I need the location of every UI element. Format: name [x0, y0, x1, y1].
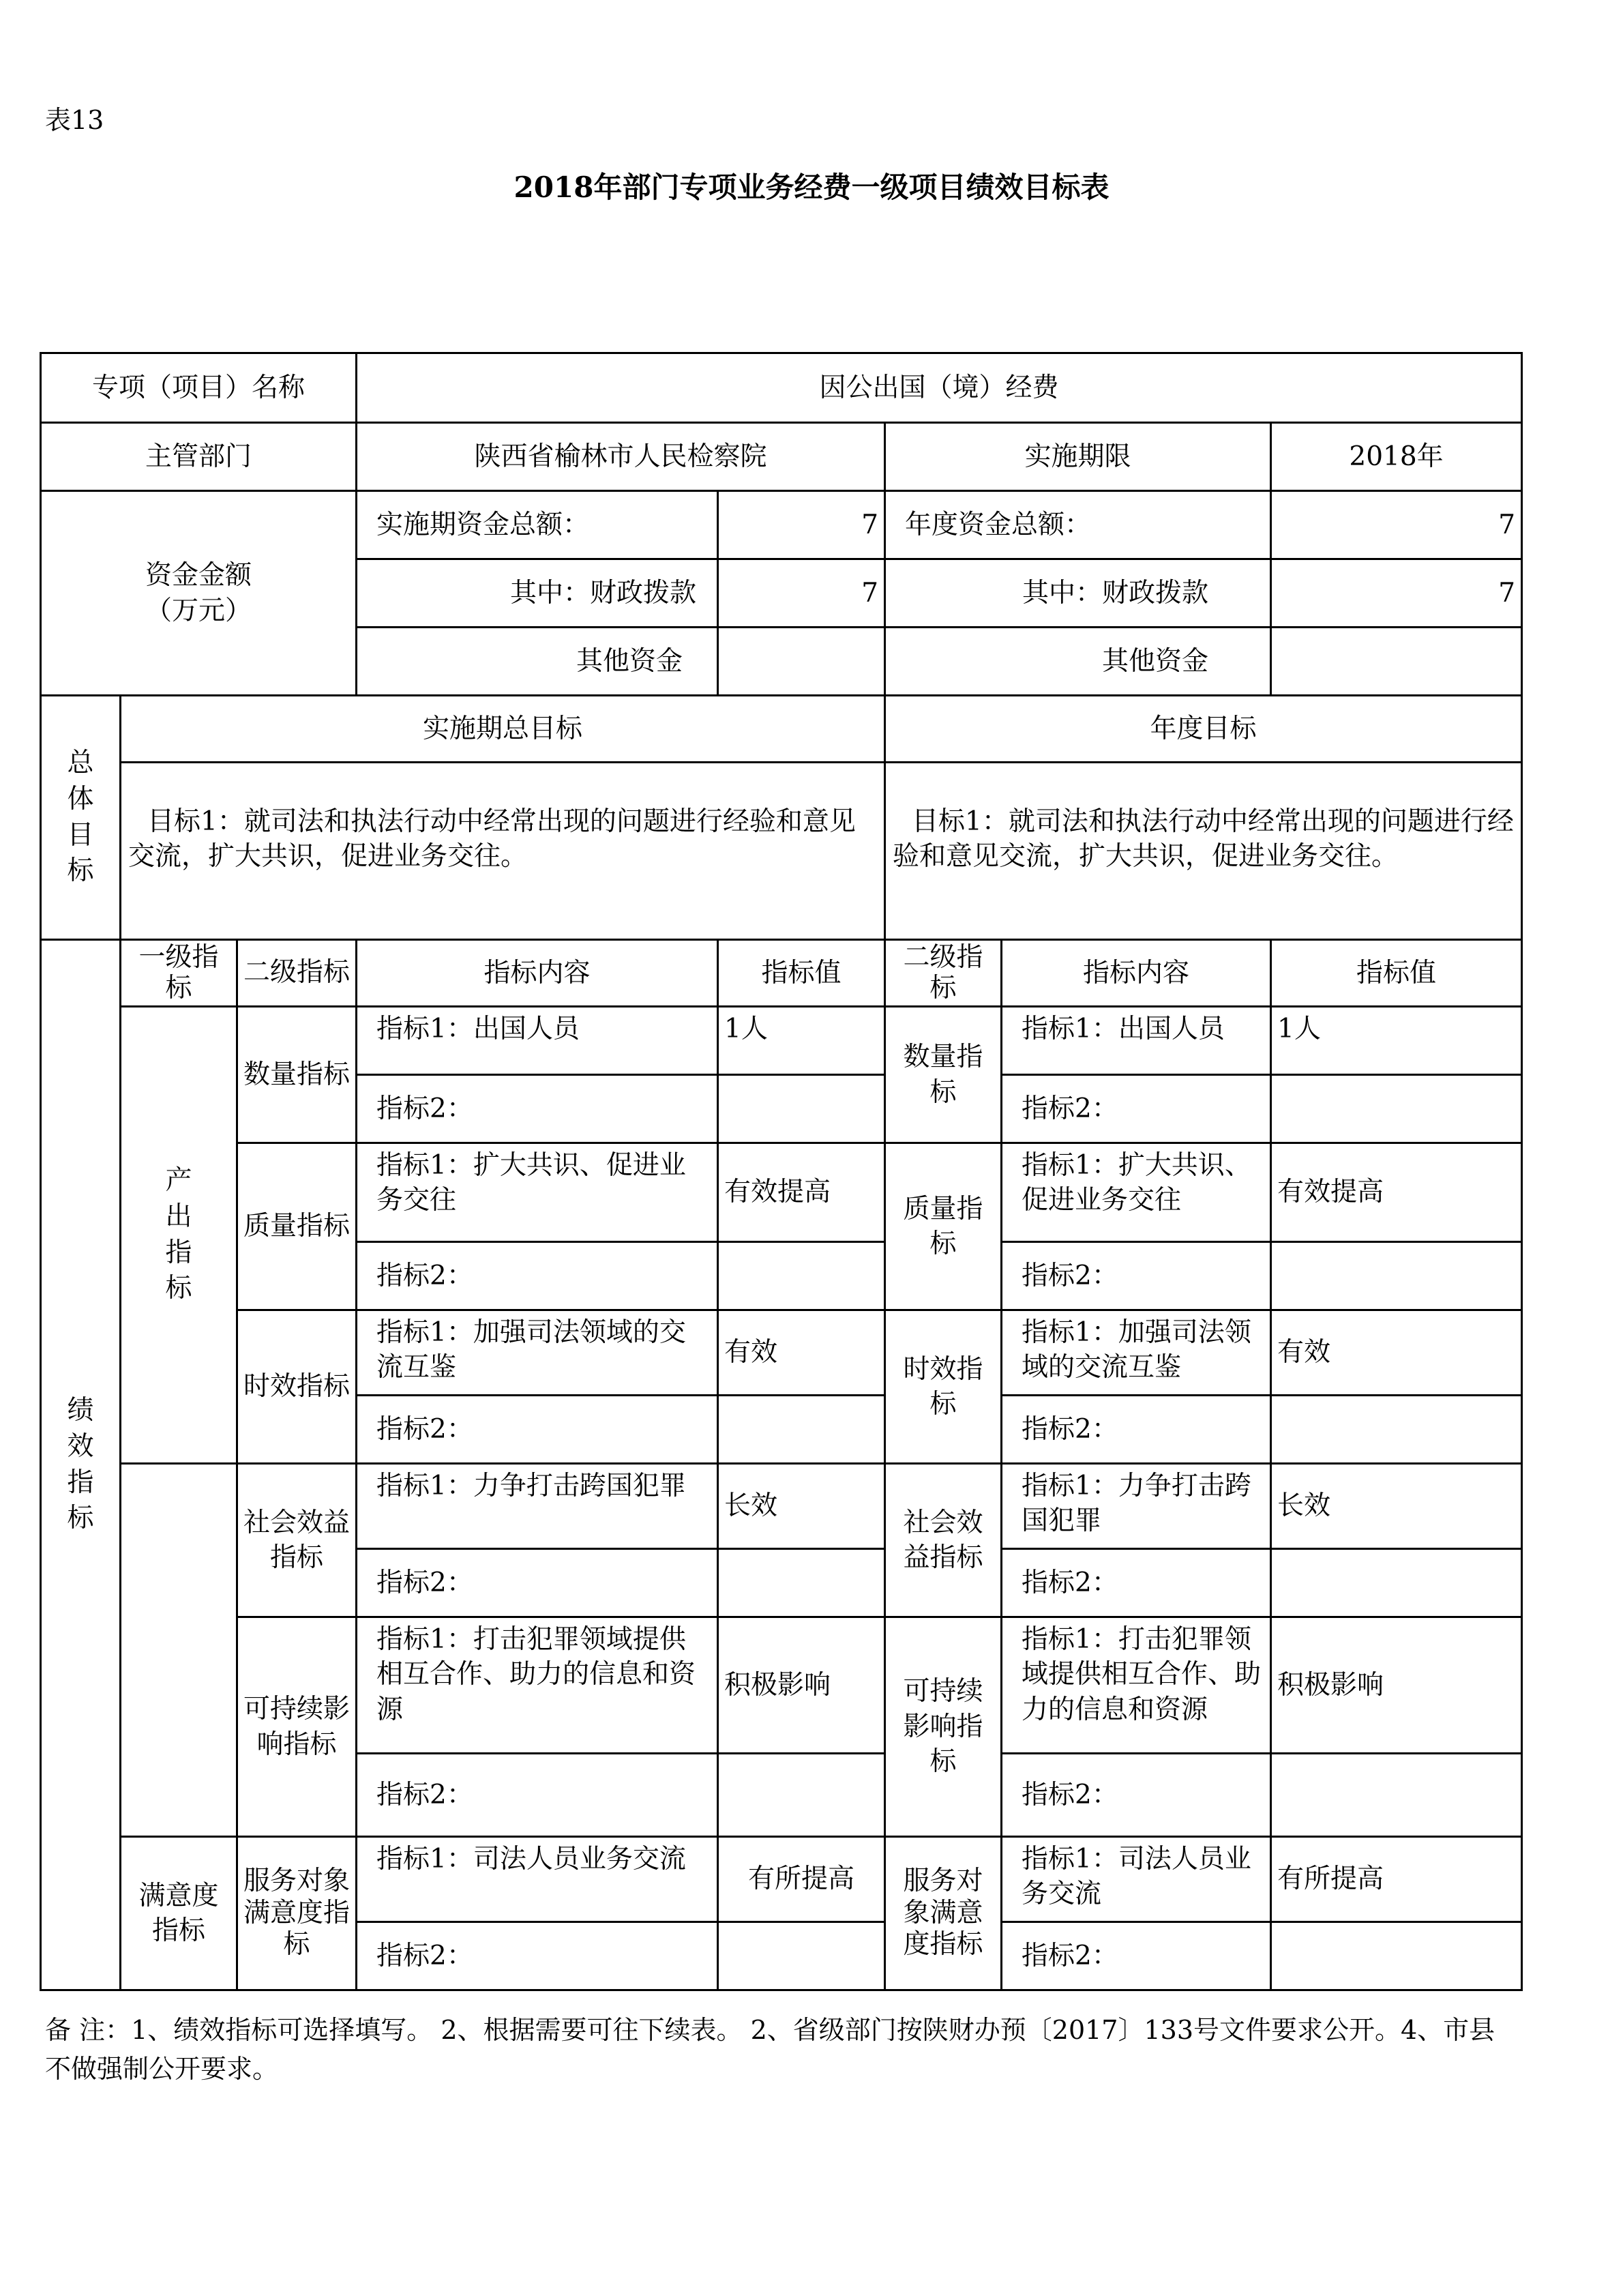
table-number-label: 表13	[45, 105, 104, 135]
dept-value: 陕西省榆林市人民检察院	[357, 423, 885, 491]
timeliness-indicator-right: 时效指标	[885, 1310, 1002, 1464]
sustainability-value1-left: 积极影响	[718, 1617, 885, 1754]
social-benefit-value1-right: 长效	[1271, 1464, 1522, 1549]
document-title: 2018年部门专项业务经费一级项目绩效目标表	[513, 171, 1110, 204]
level1-header: 一级指标	[121, 940, 237, 1007]
other-year-label: 其他资金	[885, 628, 1271, 696]
performance-indicator-label: 绩效指标	[41, 940, 121, 1990]
timeliness-item2-right: 指标2：	[1002, 1396, 1271, 1464]
service-satisfaction-value1-left: 有所提高	[718, 1837, 885, 1922]
timeliness-item2-left: 指标2：	[357, 1396, 718, 1464]
level2-header-left: 二级指标	[237, 940, 357, 1007]
value-header-right: 指标值	[1271, 940, 1522, 1007]
period-goal-header: 实施期总目标	[121, 696, 885, 763]
content-header-left: 指标内容	[357, 940, 718, 1007]
sustainability-value2-left	[718, 1754, 885, 1837]
level2-header-right: 二级指标	[885, 940, 1002, 1007]
fiscal-period-value: 7	[718, 559, 885, 628]
sustainability-value1-right: 积极影响	[1271, 1617, 1522, 1754]
quality-item2-right: 指标2：	[1002, 1242, 1271, 1310]
quality-item1-right: 指标1：扩大共识、促进业务交往	[1002, 1143, 1271, 1242]
social-benefit-value1-left: 长效	[718, 1464, 885, 1549]
service-satisfaction-indicator-left: 服务对象满意度指标	[237, 1837, 357, 1990]
quality-indicator-right: 质量指标	[885, 1143, 1002, 1310]
funds-label	[41, 491, 357, 696]
satisfaction-indicator-label: 满意度指标	[121, 1837, 237, 1990]
service-satisfaction-item2-right: 指标2：	[1002, 1922, 1271, 1990]
social-benefit-indicator-right: 社会效益指标	[885, 1464, 1002, 1617]
quantity-value2-left	[718, 1075, 885, 1143]
dept-label: 主管部门	[41, 423, 357, 491]
performance-target-table	[40, 352, 1523, 1991]
service-satisfaction-indicator-right: 服务对象满意度指标	[885, 1837, 1002, 1990]
period-value: 2018年	[1271, 423, 1522, 491]
quantity-item1-right: 指标1：出国人员	[1002, 1007, 1271, 1075]
sustainability-item1-left: 指标1：打击犯罪领域提供相互合作、助力的信息和资源	[357, 1617, 718, 1754]
other-period-label: 其他资金	[357, 628, 718, 696]
quality-value1-right: 有效提高	[1271, 1143, 1522, 1242]
timeliness-item1-right: 指标1：加强司法领域的交流互鉴	[1002, 1310, 1271, 1396]
social-benefit-item2-left: 指标2：	[357, 1549, 718, 1617]
footer-note: 备 注：1、绩效指标可选择填写。 2、根据需要可往下续表。 2、省级部门按陕财办预〔2017〕133号文件要求公开。4、市县不做强制公开要求。	[45, 2015, 1495, 2084]
social-benefit-item1-left: 指标1：力争打击跨国犯罪	[357, 1464, 718, 1549]
sustainability-indicator-right: 可持续影响指标	[885, 1617, 1002, 1837]
quality-value2-right	[1271, 1242, 1522, 1310]
period-label: 实施期限	[885, 423, 1271, 491]
sustainability-item2-right: 指标2：	[1002, 1754, 1271, 1837]
timeliness-value2-right	[1271, 1396, 1522, 1464]
sustainability-item1-right: 指标1：打击犯罪领域提供相互合作、助力的信息和资源	[1002, 1617, 1271, 1754]
sustainability-value2-right	[1271, 1754, 1522, 1837]
timeliness-indicator-left: 时效指标	[237, 1310, 357, 1464]
timeliness-value1-left: 有效	[718, 1310, 885, 1396]
social-benefit-item1-right: 指标1：力争打击跨国犯罪	[1002, 1464, 1271, 1549]
quality-value1-left: 有效提高	[718, 1143, 885, 1242]
quality-item2-left: 指标2：	[357, 1242, 718, 1310]
timeliness-item1-left: 指标1：加强司法领域的交流互鉴	[357, 1310, 718, 1396]
quantity-value1-right: 1人	[1271, 1007, 1522, 1075]
service-satisfaction-value1-right: 有所提高	[1271, 1837, 1522, 1922]
effect-indicator-blank	[121, 1464, 237, 1837]
service-satisfaction-item1-right: 指标1：司法人员业务交流	[1002, 1837, 1271, 1922]
funds-label-line2: （万元）	[145, 595, 252, 626]
service-satisfaction-item1-left: 指标1：司法人员业务交流	[357, 1837, 718, 1922]
quantity-item2-left: 指标2：	[357, 1075, 718, 1143]
total-year-label: 年度资金总额：	[885, 491, 1271, 559]
value-header-left: 指标值	[718, 940, 885, 1007]
quantity-indicator-left: 数量指标	[237, 1007, 357, 1143]
total-period-label: 实施期资金总额：	[357, 491, 718, 559]
other-period-value	[718, 628, 885, 696]
fiscal-year-label: 其中：财政拨款	[885, 559, 1271, 628]
other-year-value	[1271, 628, 1522, 696]
year-goal-header: 年度目标	[885, 696, 1522, 763]
quantity-item1-left: 指标1：出国人员	[357, 1007, 718, 1075]
quantity-value2-right	[1271, 1075, 1522, 1143]
timeliness-value2-left	[718, 1396, 885, 1464]
quantity-indicator-right: 数量指标	[885, 1007, 1002, 1143]
overall-goal-label: 总体目标	[41, 696, 121, 940]
quality-indicator-left: 质量指标	[237, 1143, 357, 1310]
timeliness-value1-right: 有效	[1271, 1310, 1522, 1396]
social-benefit-item2-right: 指标2：	[1002, 1549, 1271, 1617]
social-benefit-value2-left	[718, 1549, 885, 1617]
quantity-value1-left: 1人	[718, 1007, 885, 1075]
project-name-label: 专项（项目）名称	[41, 353, 357, 423]
quality-value2-left	[718, 1242, 885, 1310]
social-benefit-indicator-left: 社会效益指标	[237, 1464, 357, 1617]
sustainability-item2-left: 指标2：	[357, 1754, 718, 1837]
total-year-value: 7	[1271, 491, 1522, 559]
output-indicator-label: 产出指标	[121, 1007, 237, 1464]
quality-item1-left: 指标1：扩大共识、促进业务交往	[357, 1143, 718, 1242]
service-satisfaction-value2-right	[1271, 1922, 1522, 1990]
service-satisfaction-value2-left	[718, 1922, 885, 1990]
service-satisfaction-item2-left: 指标2：	[357, 1922, 718, 1990]
total-period-value: 7	[718, 491, 885, 559]
funds-label-line1: 资金金额	[145, 560, 252, 591]
sustainability-indicator-left: 可持续影响指标	[237, 1617, 357, 1837]
content-header-right: 指标内容	[1002, 940, 1271, 1007]
fiscal-year-value: 7	[1271, 559, 1522, 628]
year-goal-text: 目标1：就司法和执法行动中经常出现的问题进行经验和意见交流，扩大共识，促进业务交往。	[885, 763, 1522, 940]
social-benefit-value2-right	[1271, 1549, 1522, 1617]
project-name-value: 因公出国（境）经费	[357, 353, 1522, 423]
fiscal-period-label: 其中：财政拨款	[357, 559, 718, 628]
period-goal-text: 目标1：就司法和执法行动中经常出现的问题进行经验和意见交流，扩大共识，促进业务交往。	[121, 763, 885, 940]
quantity-item2-right: 指标2：	[1002, 1075, 1271, 1143]
